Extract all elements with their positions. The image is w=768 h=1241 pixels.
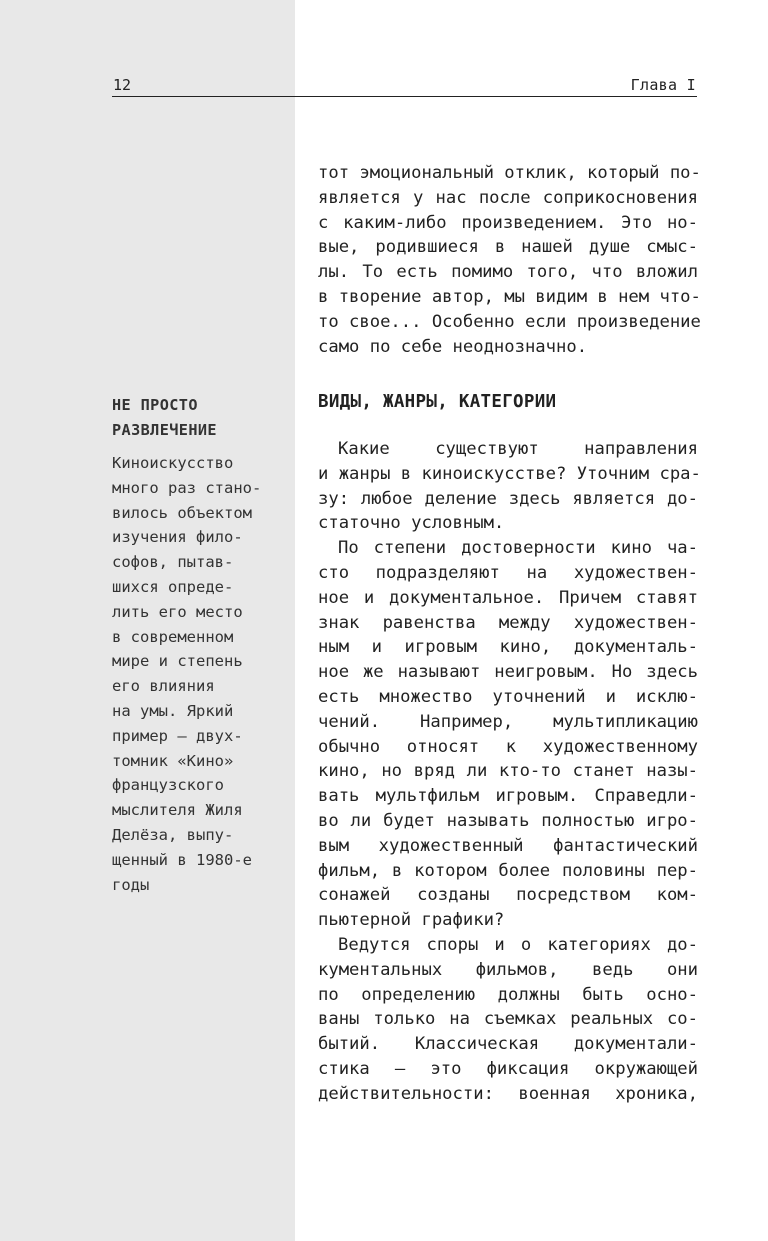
sidebar-title-line: НЕ ПРОСТО (112, 396, 198, 414)
sidebar-line: его влияния (112, 677, 215, 696)
text-line: знак равенства между художествен- (318, 612, 698, 633)
text-line: вые, родившиеся в нашей душе смыс- (318, 237, 698, 258)
sidebar-line: Делёза, выпу- (112, 825, 234, 844)
text-line: ным и игровым кино, документаль- (318, 637, 698, 658)
text-line: то свое... Особенно если произведение (318, 311, 701, 332)
text-line: ное и документальное. Причем ставят (318, 587, 698, 608)
text-line: сто подразделяют на художествен- (318, 562, 698, 583)
text-line: ваны только на съемках реальных со- (318, 1009, 698, 1030)
text-line: пьютерной графики? (318, 910, 505, 931)
sidebar-line: французского (112, 776, 224, 795)
text-line: фильм, в котором более половины пер- (318, 860, 698, 881)
sidebar-line: мире и степень (112, 652, 243, 671)
text-line: с каким-либо произведением. Это но- (318, 212, 698, 233)
text-line: является у нас после соприкосновения (318, 187, 698, 208)
sidebar-line: в современном (112, 627, 234, 646)
text-line: лы. То есть помимо того, что вложил (318, 262, 698, 283)
sidebar-line: пример — двух- (112, 726, 243, 745)
text-line: и жанры в киноискусстве? Уточним сра- (318, 463, 701, 484)
text-line: во ли будет называть полностью игро- (318, 810, 698, 831)
text-line: есть множество уточнений и исклю- (318, 686, 698, 707)
sidebar-line: шихся опреде- (112, 577, 234, 596)
text-line: действительности: военная хроника, (318, 1083, 698, 1104)
text-line: зу: любое деление здесь является до- (318, 488, 698, 509)
text-line: Какие существуют направления (338, 439, 698, 459)
sidebar-line: щенный в 1980-е (112, 850, 252, 869)
text-line: По степени достоверности кино ча- (338, 538, 698, 559)
text-line: кументальных фильмов, ведь они (318, 959, 698, 980)
intro-paragraph (318, 161, 701, 359)
sidebar-title (112, 393, 282, 443)
text-line: бытий. Классическая документали- (318, 1034, 698, 1055)
text-line: сонажей созданы посредством ком- (318, 885, 698, 906)
text-line: вым художественный фантастический (318, 835, 698, 856)
sidebar-line: мыслителя Жиля (112, 801, 243, 820)
text-line: само по себе неоднозначно. (318, 336, 588, 357)
sidebar-line: Киноискусство (112, 454, 234, 472)
text-line: по определению должны быть осно- (318, 984, 698, 1005)
text-line: статочно условным. (318, 513, 505, 534)
text-line: стика — это фиксация окружающей (318, 1058, 698, 1079)
chapter-running-head: Глава I (630, 76, 696, 94)
text-line: кино, но вряд ли кто-то станет назы- (318, 761, 698, 782)
section-heading: ВИДЫ, ЖАНРЫ, КАТЕГОРИИ (318, 392, 557, 412)
sidebar-line: годы (112, 875, 150, 894)
sidebar-line: изучения фило- (112, 528, 243, 547)
sidebar-title-line: РАЗВЛЕЧЕНИЕ (112, 421, 217, 439)
sidebar-line: томник «Кино» (112, 751, 234, 770)
text-line: Ведутся споры и о категориях до- (338, 934, 698, 955)
text-line: тот эмоциональный отклик, который по- (318, 163, 701, 183)
sidebar-line: софов, пытав- (112, 553, 234, 572)
text-line: чений. Например, мультипликацию (318, 711, 698, 732)
text-line: ное же называют неигровым. Но здесь (318, 662, 698, 683)
sidebar-line: вилось объектом (112, 503, 252, 522)
text-line: в творение автор, мы видим в нем что- (318, 286, 701, 307)
page-number: 12 (113, 76, 132, 94)
sidebar-line: много раз стано- (112, 478, 262, 497)
sidebar-line: лить его место (112, 602, 243, 621)
section-body (318, 437, 701, 1107)
sidebar-line: на умы. Яркий (112, 701, 234, 720)
text-line: вать мультфильм игровым. Справедли- (318, 786, 698, 807)
header-rule (112, 96, 697, 97)
sidebar-body (112, 451, 272, 897)
text-line: обычно относят к художественному (318, 736, 698, 757)
